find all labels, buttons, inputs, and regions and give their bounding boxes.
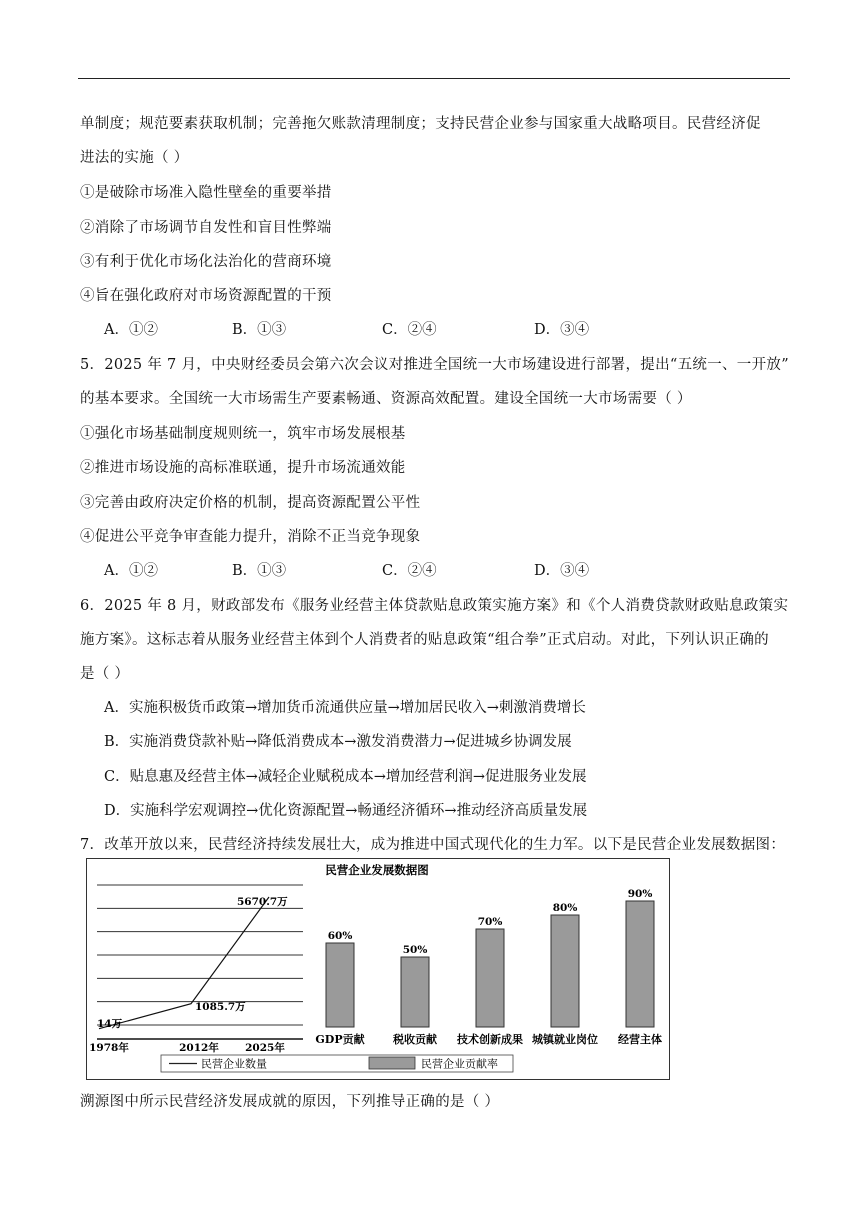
q4-stem-line1: 单制度；规范要素获取机制；完善拖欠账款清理制度；支持民营企业参与国家重大战略项目。民营经济促 [80,116,761,132]
q4-option-a[interactable]: A．①② [104,322,158,338]
bar [476,929,504,1027]
legend-bar-label: 民营企业贡献率 [421,1057,498,1071]
chart-legend [161,1055,513,1072]
q4-option-d[interactable]: D．③④ [534,322,590,338]
chart-svg [87,859,668,1078]
legend-bar-swatch [369,1057,415,1069]
q5-stem-line2: 的基本要求。全国统一大市场需生产要素畅通、资源高效配置。建设全国统一大市场需要（ ） [80,391,692,407]
q4-option-c[interactable]: C．②④ [382,322,437,338]
bar-data-label: 60% [327,930,353,942]
q7-stem-line2: 溯源图中所示民营经济发展成就的原因，下列推导正确的是（ ） [80,1094,500,1110]
q6-option-b[interactable]: B．实施消费贷款补贴→降低消费成本→激发消费潜力→促进城乡协调发展 [104,734,572,750]
q4-statement-3: ③有利于优化市场化法治化的营商环境 [80,254,332,270]
q6-stem-line3: 是（ ） [80,666,130,682]
bar [401,957,429,1027]
q7-stem-line1: 7．改革开放以来，民营经济持续发展壮大，成为推进中国式现代化的生力军。以下是民营企业发展数据图： [80,837,786,853]
bar-data-label: 70% [477,916,503,928]
q5-option-b[interactable]: B．①③ [232,563,287,579]
bar [551,915,579,1027]
q4-stem-line2: 进法的实施（ ） [80,150,189,166]
q5-option-c[interactable]: C．②④ [382,563,437,579]
line-panel-grid [97,885,303,1039]
q6-option-c[interactable]: C．贴息惠及经营主体→减轻企业赋税成本→增加经营利润→促进服务业发展 [104,769,587,785]
q5-statement-4: ④促进公平竞争审查能力提升，消除不正当竞争现象 [80,529,421,545]
legend-line-label: 民营企业数量 [201,1057,267,1071]
header-rule [78,78,790,79]
bar-category-label: 经营主体 [618,1033,662,1046]
bar-data-label: 80% [552,902,578,914]
q5-statement-2: ②推进市场设施的高标准联通，提升市场流通效能 [80,460,406,476]
chart-figure [86,858,670,1080]
line-data-label: 5670.7万 [237,896,288,908]
bar-data-label: 90% [627,888,653,900]
bar [326,943,354,1027]
chart-title: 民营企业发展数据图 [325,863,429,877]
q4-option-b[interactable]: B．①③ [232,322,287,338]
line-x-tick-label: 2025年 [245,1042,285,1054]
bar [626,901,654,1027]
line-data-label: 14万 [97,1018,123,1030]
q5-statement-3: ③完善由政府决定价格的机制，提高资源配置公平性 [80,495,421,511]
line-data-label: 1085.7万 [195,1001,246,1013]
q6-option-d[interactable]: D．实施科学宏观调控→优化资源配置→畅通经济循环→推动经济高质量发展 [104,803,588,819]
q4-statement-4: ④旨在强化政府对市场资源配置的干预 [80,288,332,304]
bar-category-label: 税收贡献 [393,1033,437,1046]
bar-category-label: 城镇就业岗位 [532,1033,598,1046]
q4-statement-2: ②消除了市场调节自发性和盲目性弊端 [80,220,332,236]
bar-category-label: GDP贡献 [315,1033,365,1046]
q6-stem-line1: 6．2025 年 8 月，财政部发布《服务业经营主体贷款贴息政策实施方案》和《个人消费贷款财政贴息政策实 [80,598,789,614]
bar-data-label: 50% [402,944,428,956]
line-x-tick-label: 1978年 [89,1042,129,1054]
q5-stem-line1: 5．2025 年 7 月，中央财经委员会第六次会议对推进全国统一大市场建设进行部署，提出“五统一、一开放” [80,357,789,373]
q5-option-a[interactable]: A．①② [104,563,158,579]
bar-category-label: 技术创新成果 [457,1033,523,1046]
q5-statement-1: ①强化市场基础制度规则统一，筑牢市场发展根基 [80,426,406,442]
line-x-tick-label: 2012年 [179,1042,219,1054]
q5-option-d[interactable]: D．③④ [534,563,590,579]
q6-option-a[interactable]: A．实施积极货币政策→增加货币流通供应量→增加居民收入→刺激消费增长 [104,700,586,716]
q4-statement-1: ①是破除市场准入隐性壁垒的重要举措 [80,185,332,201]
q6-stem-line2: 施方案》。这标志着从服务业经营主体到个人消费者的贴息政策“组合拳”正式启动。对此，下列认识正确的 [80,632,769,648]
